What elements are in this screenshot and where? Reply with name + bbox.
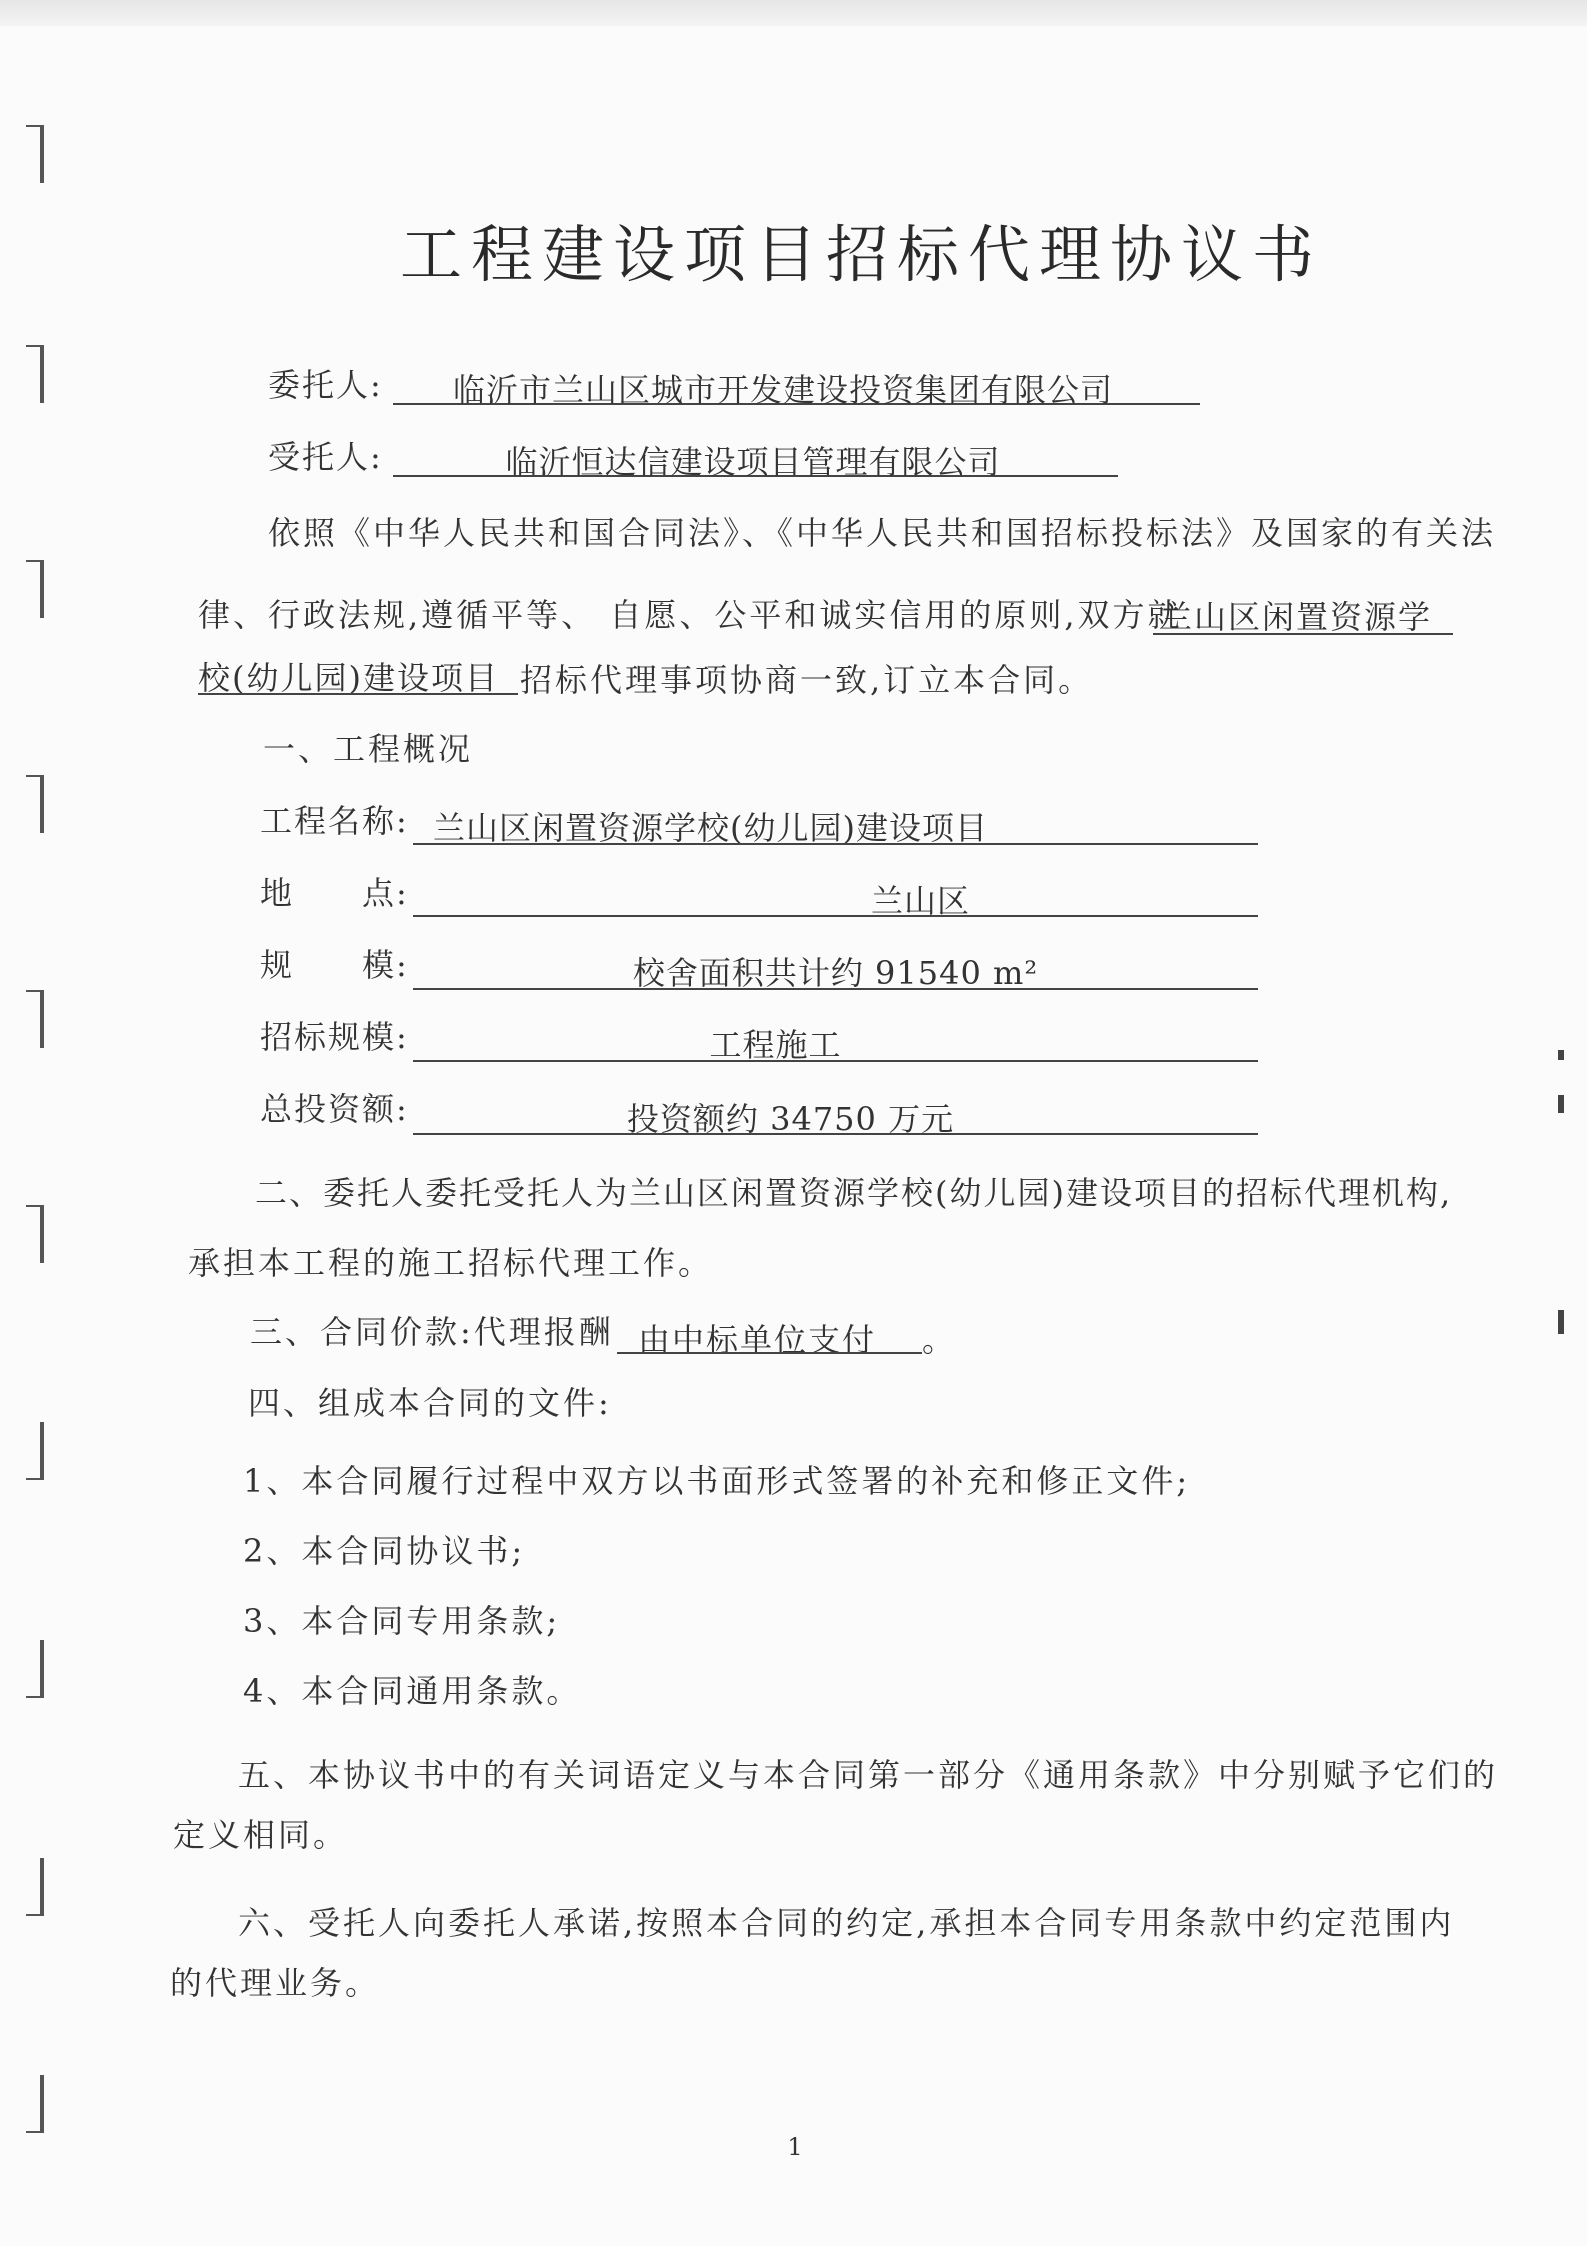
section-4-item-2: 2、本合同协议书; — [243, 1532, 526, 1570]
preamble-underline-2 — [198, 693, 518, 695]
binding-mark — [26, 1858, 44, 1916]
scale-label: 规 模: — [260, 946, 409, 984]
document-title: 工程建设项目招标代理协议书 — [400, 218, 1324, 291]
preamble-line-2: 律、行政法规,遵循平等、 自愿、公平和诚实信用的原则,双方就 — [198, 596, 1183, 634]
binding-mark — [26, 560, 44, 618]
preamble-line-3-suffix: 招标代理事项协商一致,订立本合同。 — [520, 661, 1094, 699]
page-number: 1 — [787, 2133, 803, 2161]
preamble-project-part-1: 兰山区闲置资源学 — [1160, 598, 1433, 636]
section-2-line-2: 承担本工程的施工招标代理工作。 — [188, 1244, 714, 1282]
scale-value: 校舍面积共计约 91540 m² — [632, 954, 1039, 992]
section-4-item-4: 4、本合同通用条款。 — [243, 1672, 582, 1710]
remuneration-value: 由中标单位支付 — [638, 1321, 877, 1359]
section-6-line-1: 六、受托人向委托人承诺,按照本合同的约定,承担本合同专用条款中约定范围内 — [238, 1904, 1455, 1942]
agent-label: 受托人: — [268, 438, 383, 476]
location-value: 兰山区 — [870, 882, 970, 920]
location-underline — [413, 915, 1258, 917]
section-6-line-2: 的代理业务。 — [170, 1964, 381, 2002]
preamble-line-1: 依照《中华人民共和国合同法》、《中华人民共和国招标投标法》及国家的有关法 — [268, 514, 1497, 552]
scan-speck — [1558, 1050, 1564, 1060]
binding-mark — [26, 1422, 44, 1480]
binding-mark — [26, 1205, 44, 1263]
project-name-underline — [413, 843, 1258, 845]
total-investment-underline — [413, 1133, 1258, 1135]
agent-value: 临沂恒达信建设项目管理有限公司 — [505, 443, 1001, 481]
preamble-project-part-2: 校(幼儿园)建设项目 — [198, 659, 499, 697]
section-4-heading: 四、组成本合同的文件: — [248, 1384, 612, 1422]
total-investment-label: 总投资额: — [260, 1090, 409, 1128]
location-label: 地 点: — [260, 874, 409, 912]
scan-top-edge — [0, 0, 1587, 26]
scan-speck — [1558, 1310, 1564, 1334]
binding-mark — [26, 125, 44, 183]
binding-mark — [26, 1640, 44, 1698]
preamble-underline-1 — [1153, 633, 1453, 635]
project-name-label: 工程名称: — [260, 802, 409, 840]
scale-underline — [413, 988, 1258, 990]
binding-mark — [26, 2075, 44, 2133]
section-5-line-2: 定义相同。 — [173, 1816, 349, 1854]
section-4-item-1: 1、本合同履行过程中双方以书面形式签署的补充和修正文件; — [243, 1462, 1191, 1500]
client-value: 临沂市兰山区城市开发建设投资集团有限公司 — [452, 371, 1113, 409]
tender-scope-value: 工程施工 — [709, 1026, 842, 1064]
binding-mark — [26, 990, 44, 1048]
section-3-suffix: 。 — [922, 1321, 957, 1359]
section-4-item-3: 3、本合同专用条款; — [243, 1602, 561, 1640]
remuneration-underline — [617, 1352, 922, 1354]
binding-mark — [26, 775, 44, 833]
section-1-heading: 一、工程概况 — [263, 730, 474, 768]
client-label: 委托人: — [268, 366, 383, 404]
section-2-line-1: 二、委托人委托受托人为兰山区闲置资源学校(幼儿园)建设项目的招标代理机构, — [255, 1174, 1453, 1212]
tender-scope-underline — [413, 1060, 1258, 1062]
section-5-line-1: 五、本协议书中的有关词语定义与本合同第一部分《通用条款》中分别赋予它们的 — [238, 1756, 1499, 1794]
section-3-prefix: 三、合同价款:代理报酬 — [250, 1313, 614, 1351]
project-name-value: 兰山区闲置资源学校(幼儿园)建设项目 — [433, 809, 988, 847]
tender-scope-label: 招标规模: — [260, 1018, 409, 1056]
binding-mark — [26, 345, 44, 403]
total-investment-value: 投资额约 34750 万元 — [626, 1100, 955, 1138]
scan-speck — [1558, 1095, 1564, 1113]
